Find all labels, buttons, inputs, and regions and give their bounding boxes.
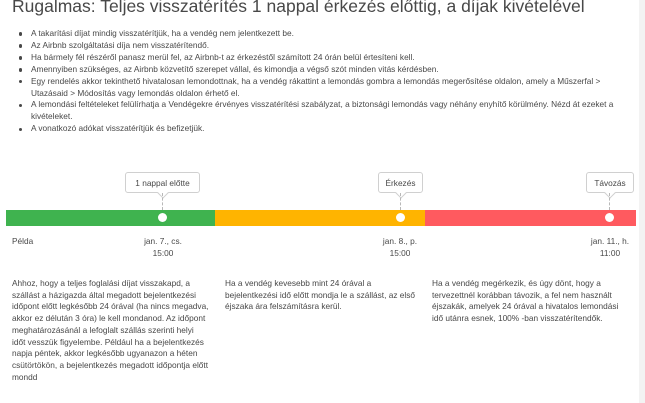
description-before: Ahhoz, hogy a teljes foglalási díjat visszakapd, a szállást a házigazda által megadott bejelentkezési időpont előtt legkésőbb 24 órával (ha nincs megadva, akkor ez délután 3 óra) le kell mondanod. Az időpont meghatározásánál a lefoglalt szállás szerinti helyi időt vesszük figyelembe. Például ha a bejelentkezés napja péntek, akkor legkésőbb ugyanazon a héten csütörtökön, a bejelentkezés megadott időpontja előtt mondd bbox=[12, 278, 209, 382]
date-time: 15:00 bbox=[152, 247, 174, 258]
date-1-day-before bbox=[108, 236, 218, 259]
marker-line bbox=[162, 193, 163, 210]
date-check-out bbox=[555, 236, 645, 259]
marker-check-in: Érkezés bbox=[378, 172, 423, 193]
policy-rules-list bbox=[19, 28, 629, 135]
date-time: 15:00 bbox=[389, 247, 411, 258]
timeline-dot bbox=[605, 213, 614, 222]
date-day: jan. 11., h. bbox=[590, 236, 630, 246]
timeline-dot bbox=[396, 213, 405, 222]
date-day: jan. 8., p. bbox=[382, 236, 418, 246]
policy-rule: Amennyiben szükséges, az Airbnb közvetítő szerepet vállal, és kimondja a végső szót minden vitás kérdésben. bbox=[19, 64, 629, 76]
timeline-segment-full-refund bbox=[6, 210, 215, 226]
description-check-in: Ha a vendég kevesebb mint 24 órával a bejelentkezési idő előtt mondja le a szállást, az első éjszaka ára felszámításra kerül. bbox=[225, 278, 416, 312]
marker-1-day-before: 1 nappal előtte bbox=[125, 172, 200, 193]
scrollbar[interactable] bbox=[639, 0, 645, 403]
date-check-in bbox=[345, 236, 455, 259]
timeline-dot bbox=[158, 213, 167, 222]
policy-rule: A takarítási díjat mindig visszatérítjük, ha a vendég nem jelentkezett be. bbox=[19, 28, 629, 40]
timeline-segment-partial-refund bbox=[215, 210, 425, 226]
date-time: 11:00 bbox=[599, 247, 621, 258]
policy-rule: Ha bármely fél részéről panasz merül fel, az Airbnb-t az érkezéstől számított 24 órán belül értesíteni kell. bbox=[19, 52, 629, 64]
marker-line bbox=[400, 193, 401, 210]
policy-title: Rugalmas: Teljes visszatérítés 1 nappal érkezés előttig, a díjak kivételével bbox=[12, 0, 585, 16]
marker-line bbox=[609, 193, 610, 210]
policy-rule: Egy rendelés akkor tekinthető hivatalosan lemondottnak, ha a vendég rákattint a lemondás gombra a lemondás megerősítése oldalon, amely a Műszerfal > Utazásaid > Módosítás vagy lemondás oldalon érhető el. bbox=[19, 76, 629, 100]
example-label: Példa bbox=[12, 236, 34, 246]
policy-rule: Az Airbnb szolgáltatási díja nem visszatérítendő. bbox=[19, 40, 629, 52]
marker-check-out: Távozás bbox=[586, 172, 634, 193]
date-day: jan. 7., cs. bbox=[144, 236, 182, 246]
description-check-out: Ha a vendég megérkezik, és úgy dönt, hogy a tervezettnél korábban távozik, a fel nem használt éjszakák, amelyek 24 órával a hivatalos lemondási idő utánra esnek, 100% -ban visszatérítendők. bbox=[432, 278, 619, 324]
policy-rule: A lemondási feltételeket felülírhatja a Vendégekre érvényes visszatérítési szabályzat, a biztonsági lemondás vagy néhány enyhítő körülmény. Nézd át ezeket a kivételeket. bbox=[19, 99, 629, 123]
policy-rule: A vonatkozó adókat visszatérítjük és befizetjük. bbox=[19, 123, 629, 135]
